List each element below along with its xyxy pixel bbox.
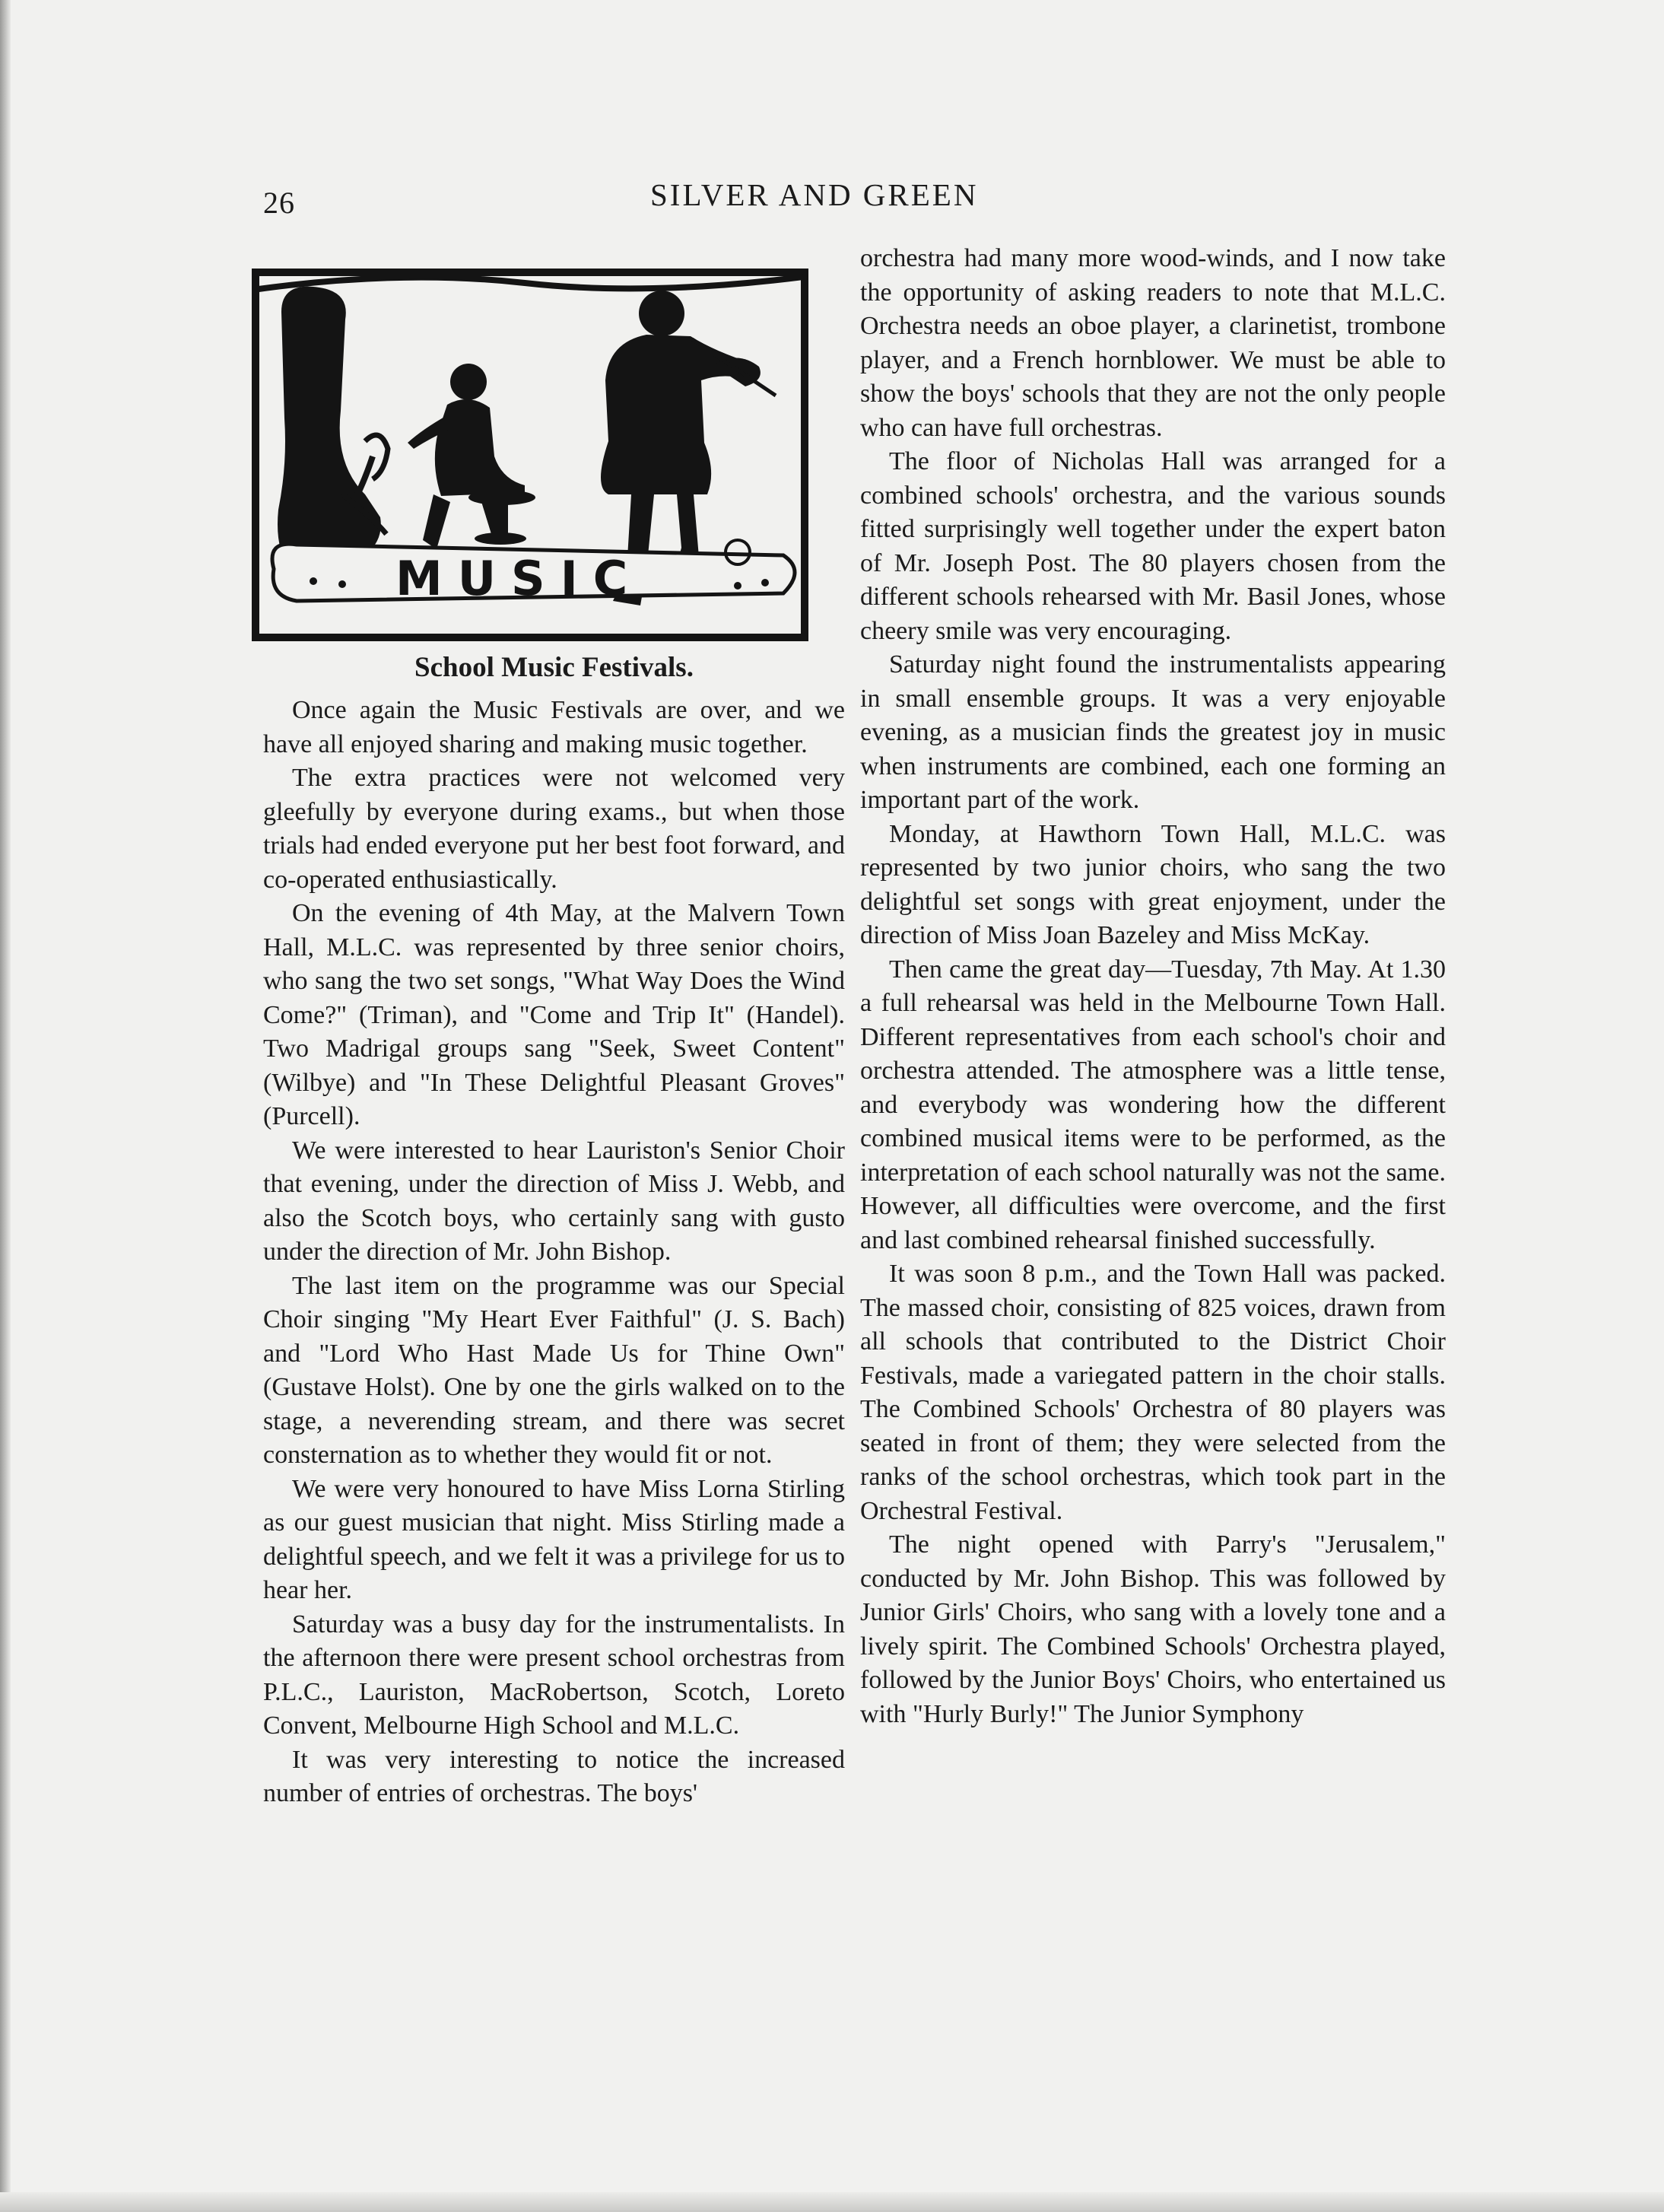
paragraph: It was very interesting to notice the increased number of entries of orchestras. The boys'	[263, 1745, 845, 1807]
paragraph: We were interested to hear Lauriston's Senior Choir that evening, under the direction of Miss J. Webb, and also the Scotch boys, who certainly sang with gusto under the direction of Mr. John Bishop.	[263, 1136, 845, 1266]
page-number: 26	[263, 186, 295, 220]
paragraph: The floor of Nicholas Hall was arranged for a combined schools' orchestra, and the various sounds fitted surprisingly well together under the expert baton of Mr. Joseph Post. The 80 players chosen from the different schools rehearsed with Mr. Basil Jones, whose cheery smile was very encouraging.	[860, 447, 1446, 645]
article-left-column	[263, 694, 845, 1811]
article-right-column	[860, 242, 1446, 1731]
harpist-figure	[408, 364, 535, 549]
paragraph: We were very honoured to have Miss Lorna Stirling as our guest musician that night. Miss Stirling made a delightful speech, and we felt it was a privilege for us to hear her.	[263, 1474, 845, 1604]
page-bottom-edge	[0, 2192, 1664, 2212]
paragraph: The last item on the programme was our Special Choir singing "My Heart Ever Faithful" (J. S. Bach) and "Lord Who Hast Made Us for Thine Own" (Gustave Holst). One by one the girls walked on to the stage, a neverending stream, and there was secret consternation as to whether they would fit or not.	[263, 1271, 845, 1469]
paragraph: The night opened with Parry's "Jerusalem," conducted by Mr. John Bishop. This was followed by Junior Girls' Choirs, who sang with a lovely tone and a lively spirit. The Combined Schools' Orchestra played, followed by the Junior Boys' Choirs, who entertained us with "Hurly Burly!" The Junior Symphony	[860, 1530, 1446, 1728]
paragraph: Then came the great day—Tuesday, 7th May. At 1.30 a full rehearsal was held in the Melbourne Town Hall. Different representatives from each school's choir and orchestra attended. The atmosphere was a little tense, and everybody was wondering how the different combined musical items were to be performed, as the interpretation of each school naturally was not the same. However, all difficulties were overcome, and the first and last combined rehearsal finished successfully.	[860, 955, 1446, 1254]
paragraph: Saturday night found the instrumentalists appearing in small ensemble groups. It was a very enjoyable evening, as a musician finds the greatest joy in music when instruments are combined, each one forming an important part of the work.	[860, 650, 1446, 814]
running-title: SILVER AND GREEN	[650, 177, 979, 212]
paragraph: On the evening of 4th May, at the Malvern Town Hall, M.L.C. was represented by three senior choirs, who sang the two set songs, "What Way Does the Wind Come?" (Triman), and "Come and Trip It" (Handel). Two Madrigal groups sang "Seek, Sweet Content" (Wilbye) and "In These Delightful Pleasant Groves" (Purcell).	[263, 899, 845, 1130]
harp-icon	[278, 287, 388, 578]
paragraph: Monday, at Hawthorn Town Hall, M.L.C. was represented by two junior choirs, who sang the two delightful set songs with great enjoyment, under the direction of Miss Joan Bazeley and Miss McKay.	[860, 819, 1446, 949]
paragraph: It was soon 8 p.m., and the Town Hall was packed. The massed choir, consisting of 825 voices, drawn from all schools that contributed to the District Choir Festivals, made a variegated pattern in the choir stalls. The Combined Schools' Orchestra of 80 players was seated in front of them; they were selected from the ranks of the school orchestras, which took part in the Orchestral Festival.	[860, 1260, 1446, 1525]
article-title: School Music Festivals.	[414, 652, 694, 683]
paragraph: Once again the Music Festivals are over, and we have all enjoyed sharing and making music together.	[263, 696, 845, 758]
music-illustration	[251, 266, 811, 645]
music-banner	[272, 540, 795, 606]
paragraph: orchestra had many more wood-winds, and I now take the opportunity of asking readers to note that M.L.C. Orchestra needs an oboe player, a clarinetist, trombone player, and a French hornblower. We must be able to show the boys' schools that they are not the only people who can have full orchestras.	[860, 244, 1446, 442]
paragraph: Saturday was a busy day for the instrumentalists. In the afternoon there were present school orchestras from P.L.C., Lauriston, MacRobertson, Scotch, Loreto Convent, Melbourne High School and M.L.C.	[263, 1610, 845, 1740]
banner-label: MUSIC	[395, 551, 643, 606]
page-edge	[0, 0, 11, 2212]
paragraph: The extra practices were not welcomed very gleefully by everyone during exams., but when those trials had ended everyone put her best foot forward, and co-operated enthusiastically.	[263, 764, 845, 894]
